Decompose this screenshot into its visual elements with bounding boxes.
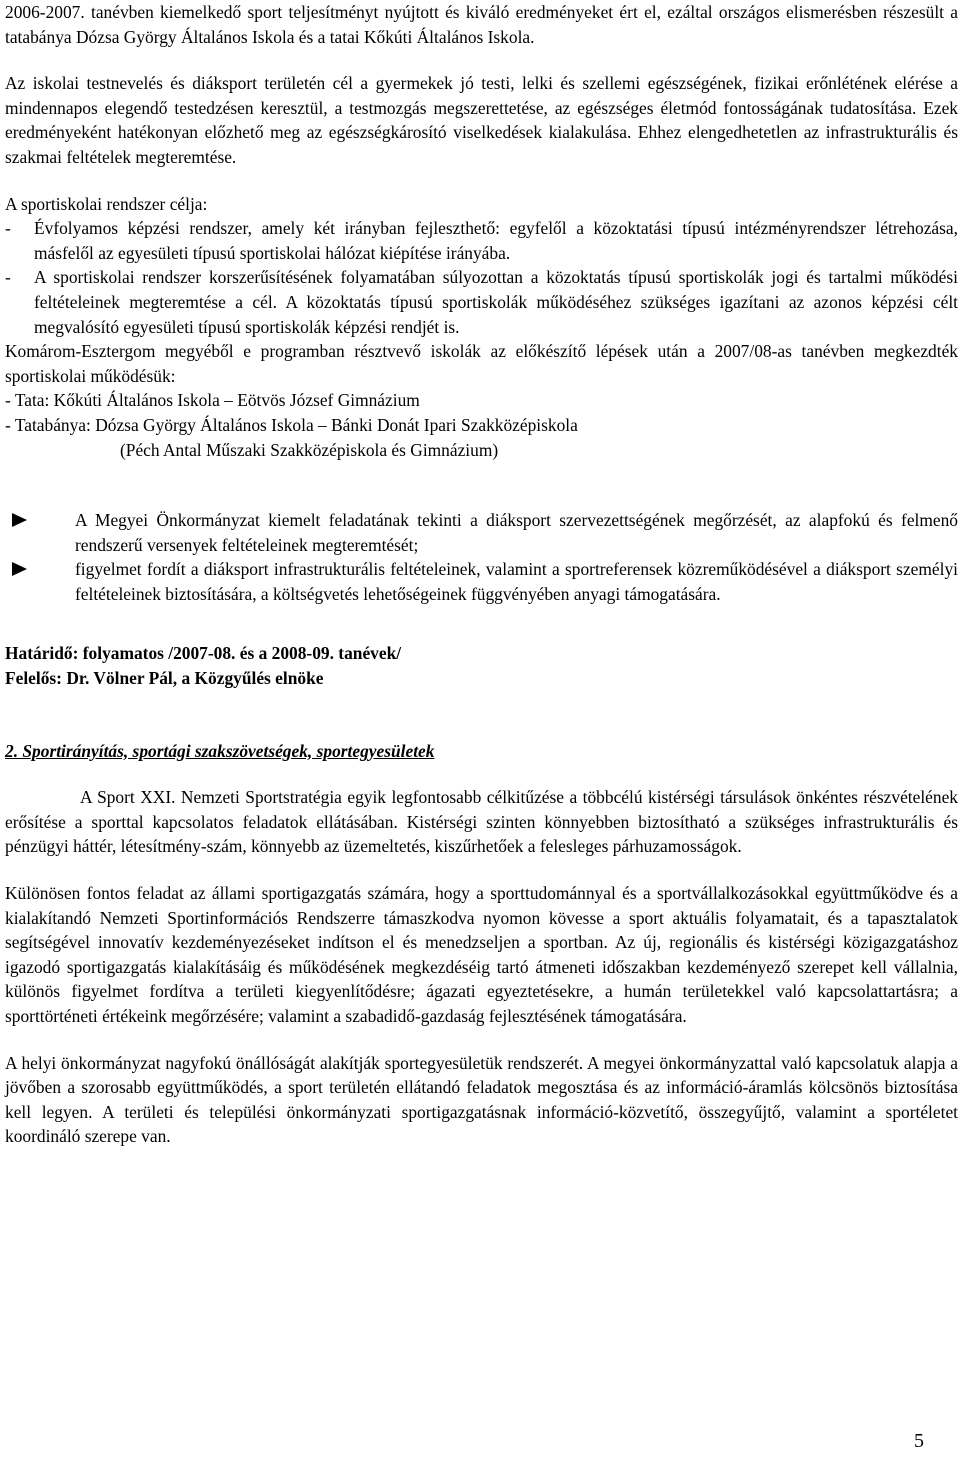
- paragraph-school-pe: Az iskolai testnevelés és diáksport területén cél a gyermekek jó testi, lelki és szellemi egészségének, fizikai erőnlétének elérése a mindennapos elegendő testedzésen keresztül, a testmozgás megszerettetése, az egészséges életmód fontosságának tudatosítása. Ezek eredményeként hatékonyan előzhető meg az egészségkárosító viselkedések kialakulása. Ehhez elengedhetetlen az infrastrukturális és szakmai feltételek megteremtése.: [5, 73, 958, 167]
- sports-school-goal-heading: A sportiskolai rendszer célja:: [5, 193, 208, 214]
- bullet-text: A Megyei Önkormányzat kiemelt feladatának tekinti a diáksport szervezettségének megőrzését, az alapfokú és felmenő rendszerű versenyek feltételeinek megteremtését;: [75, 510, 958, 555]
- paragraph-local-government: A helyi önkormányzat nagyfokú önállóságát alakítják sportegyesületük rendszerét. A megyei önkormányzattal való kapcsolatuk alapja a jövőben a szorosabb együttműködés, a sport területén ellátandó feladatok megosztása és az információ-áramlás kölcsönös biztosítása kell legyen. A területi és települési önkormányzati sportigazgatásnak információ-közvetítő, összegyűjtő, valamint a sportéletet koordináló szerepe van.: [5, 1052, 958, 1147]
- document-page: [5, 0, 958, 1149]
- paragraph-awards: 2006-2007. tanévben kiemelkedő sport teljesítményt nyújtott és kiváló eredményeket ért el, ezáltal országos elismerésben részesült a tatabánya Dózsa György Általános Iskola és a tatai Kőkúti Általános Iskola.: [5, 2, 958, 47]
- school-tatabanya: - Tatabánya: Dózsa György Általános Iskola – Bánki Donát Ipari Szakközépiskola: [5, 414, 578, 435]
- dash-marker: -: [5, 218, 11, 239]
- school-tata: - Tata: Kőkúti Általános Iskola – Eötvös József Gimnázium: [5, 390, 420, 411]
- bullet-text: figyelmet fordít a diáksport infrastrukturális feltételeinek, valamint a sportreferensek közreműködésével a diáksport személyi feltételeinek biztosítására, a költségvetés lehetőségeinek függvényében anyagi támogatására.: [75, 559, 958, 604]
- list-item-text: A sportiskolai rendszer korszerűsítésének folyamatában súlyozottan a közoktatás típusú sportiskolák jogi és tartalmi működési feltételeinek megteremtése a cél. A közoktatás típusú sportiskolák működéséhez szükséges igazítani az azonos képzési célt megvalósító egyesületi típusú sportiskolák képzési rendjét is.: [34, 267, 958, 337]
- deadline: Határidő: folyamatos /2007-08. és a 2008-09. tanévek/: [5, 643, 402, 664]
- triangle-bullet-icon: [5, 508, 75, 557]
- responsible: Felelős: Dr. Völner Pál, a Közgyűlés elnöke: [5, 668, 324, 689]
- bullet-item: [5, 508, 958, 557]
- paragraph-sport-strategy: A Sport XXI. Nemzeti Sportstratégia egyik legfontosabb célkitűzése a többcélú kistérségi társulások önkéntes részvételének erősítése a sporttal kapcsolatos feladatok ellátásában. Kistérségi szinten könnyebben biztosítható a szükséges infrastrukturális és pénzügyi háttér, létesítmény-szám, könnyebb az üzemeltetés, kiszűrhetőek a felesleges párhuzamosságok.: [5, 787, 958, 857]
- paragraph-county-schools: Komárom-Esztergom megyéből e programban résztvevő iskolák az előkészítő lépések után a 2007/08-as tanévben megkezdték sportiskolai működésük:: [5, 341, 958, 386]
- triangle-bullet-icon: [5, 557, 75, 606]
- list-item: [5, 216, 958, 265]
- page-number: 5: [914, 1430, 924, 1452]
- school-pech: (Péch Antal Műszaki Szakközépiskola és Gimnázium): [120, 439, 499, 460]
- section-title: 2. Sportirányítás, sportági szakszövetségek, sportegyesületek: [5, 740, 435, 761]
- dash-marker: -: [5, 267, 11, 288]
- list-item: [5, 265, 958, 339]
- list-item-text: Évfolyamos képzési rendszer, amely két irányban fejleszthető: egyfelől a közoktatási típusú intézményrendszer létrehozása, másfelől az egyesületi típusú sportiskolai hálózat kiépítése irányába.: [34, 218, 958, 263]
- bullet-item: [5, 557, 958, 606]
- paragraph-state-sport-admin: Különösen fontos feladat az állami sportigazgatás számára, hogy a sporttudománnyal és a sportvállalkozásokkal együttműködve és a kialakítandó Nemzeti Sportinformációs Rendszerre támaszkodva nyomon kövesse a sport aktuális folyamatait, és a tapasztalatok segítségével innovatív kezdeményezéseket indítson el és menedzseljen a sportban. Az új, regionális és kistérségi közigazgatáshoz igazodó sportigazgatás kialakításáig és működésének megkezdéséig tartó átmeneti időszakban kezdeményező szerepet kell vállalnia, különös figyelmet fordítva a területi kiegyenlítődésre; ágazati egyeztetésekre, a humán területekkel való kapcsolattartásra; a sporttörténeti értékeink megőrzésére; valamint a szabadidő-gazdaság fejlesztésének támogatására.: [5, 883, 958, 1026]
